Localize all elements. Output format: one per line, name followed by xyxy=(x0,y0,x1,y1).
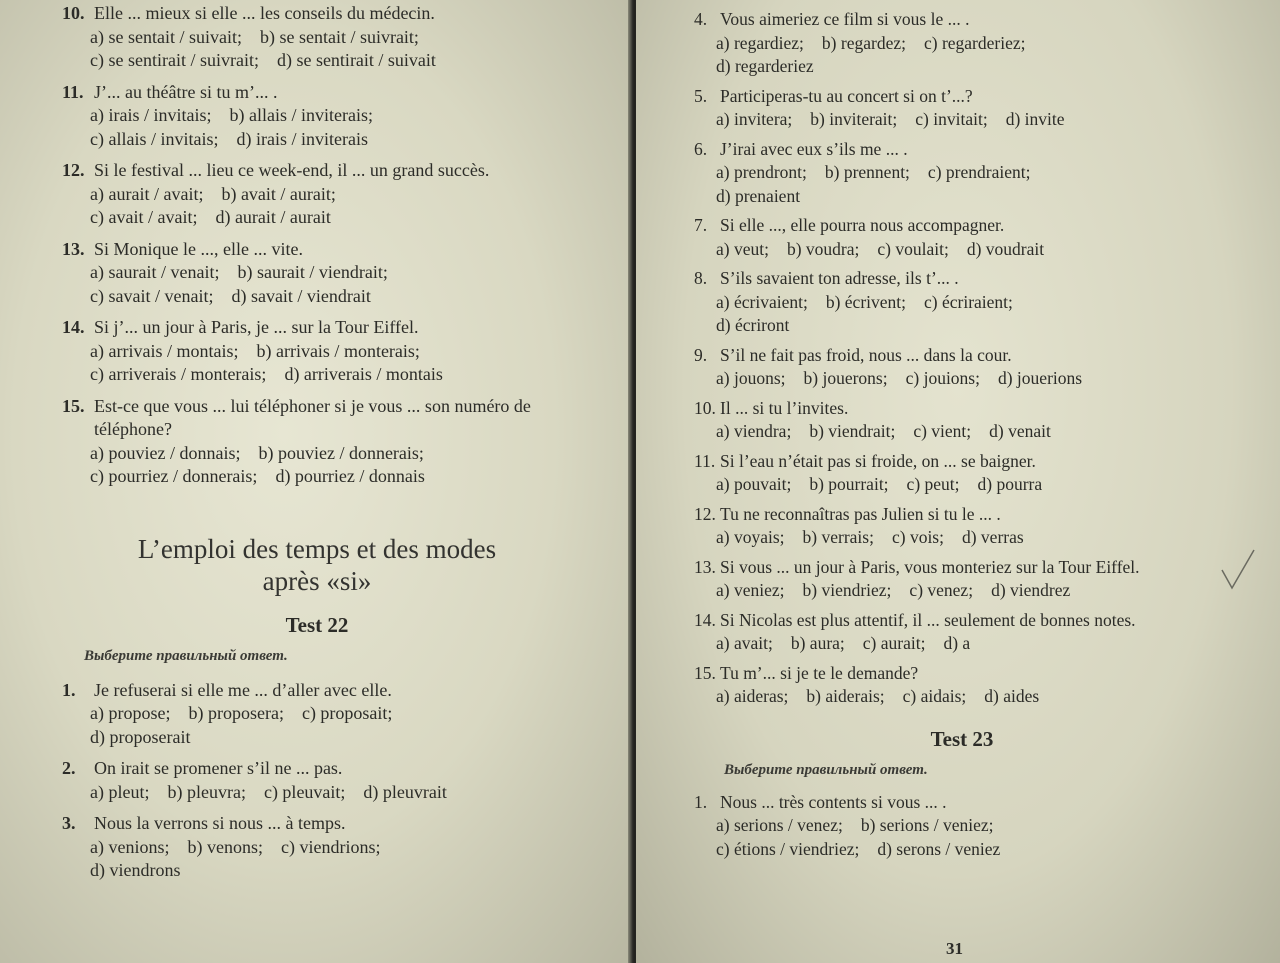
question-text: Tu m’... si je te le demande? xyxy=(720,662,919,683)
answer-option: d) pourra xyxy=(977,474,1043,494)
answer-options-line xyxy=(90,128,592,152)
answer-options xyxy=(694,632,1230,656)
question-text: Si vous ... un jour à Paris, vous monteriez sur la Tour Eiffel. xyxy=(720,556,1140,577)
answer-option: c) aurait; xyxy=(862,633,926,653)
answer-option: b) pouviez / donnerais; xyxy=(258,442,424,463)
question-number: 14. xyxy=(694,609,716,630)
answer-options-line xyxy=(716,32,1230,56)
answer-option: d) irais / inviterais xyxy=(236,128,368,149)
question-head xyxy=(62,395,592,442)
answer-option: c) jouions; xyxy=(905,368,980,388)
question-text: J’... au théâtre si tu m’... . xyxy=(94,81,278,102)
answer-option: a) pleut; xyxy=(90,781,150,802)
question-item xyxy=(694,138,1230,209)
question-item xyxy=(694,662,1230,709)
section-title-line2: après «si» xyxy=(262,565,372,596)
answer-option: c) aidais; xyxy=(902,686,967,706)
question-item xyxy=(694,609,1230,656)
answer-option: b) regardez; xyxy=(821,32,906,53)
question-number: 6. xyxy=(694,138,708,159)
question-item xyxy=(62,238,592,309)
answer-options xyxy=(694,238,1230,262)
question-head xyxy=(694,85,1230,109)
answer-options-line xyxy=(716,367,1230,391)
question-number: 5. xyxy=(694,85,708,106)
answer-option: b) serions / veniez; xyxy=(860,815,994,835)
question-text: Si l’eau n’était pas si froide, on ... se baigner. xyxy=(720,450,1036,471)
answer-option: b) pleuvra; xyxy=(167,781,246,802)
question-number: 13. xyxy=(62,238,85,259)
answer-options xyxy=(694,367,1230,391)
page-number: 31 xyxy=(946,939,963,958)
answer-option: b) pourrait; xyxy=(809,474,889,494)
answer-options xyxy=(694,526,1230,550)
question-head xyxy=(62,316,592,340)
test-22-instruction: Выберите правильный ответ. xyxy=(84,647,288,664)
answer-option: a) prendront; xyxy=(716,162,807,182)
answer-option: d) se sentirait / suivait xyxy=(276,50,436,70)
question-text: Si Nicolas est plus attentif, il ... seulement de bonnes notes. xyxy=(720,609,1136,630)
question-item xyxy=(62,159,592,230)
answer-option: a) jouons; xyxy=(716,368,786,388)
answer-options-line xyxy=(716,161,1230,185)
answer-option: d) écriront xyxy=(716,315,790,335)
answer-option: d) proposerait xyxy=(90,726,191,747)
answer-option: a) aurait / avait; xyxy=(90,183,204,204)
question-number: 4. xyxy=(694,9,708,29)
question-number: 10. xyxy=(694,397,716,418)
answer-option: c) voulait; xyxy=(877,238,949,259)
answer-options-line xyxy=(716,579,1230,603)
answer-option: d) arriverais / montais xyxy=(284,364,443,384)
answer-options xyxy=(694,161,1230,208)
question-text: S’il ne fait pas froid, nous ... dans la cour. xyxy=(720,344,1012,365)
question-number: 9. xyxy=(694,344,708,365)
answer-option: a) invitera; xyxy=(716,109,793,129)
answer-option: d) invite xyxy=(1005,109,1065,129)
answer-option: b) saurait / viendrait; xyxy=(237,262,388,282)
answer-option: b) écrivent; xyxy=(825,291,906,312)
question-item xyxy=(694,791,1230,862)
question-item xyxy=(694,503,1230,550)
question-item xyxy=(62,679,592,750)
answer-options-line xyxy=(90,206,592,230)
answer-options-line xyxy=(716,238,1230,262)
pencil-checkmark-icon xyxy=(1218,548,1258,592)
question-item xyxy=(62,757,592,804)
questions-top-list xyxy=(62,2,592,489)
question-head xyxy=(62,757,592,781)
answer-option: c) peut; xyxy=(906,474,960,494)
answer-option: b) aura; xyxy=(790,633,845,653)
answer-options xyxy=(694,108,1230,132)
question-item xyxy=(694,85,1230,132)
question-head xyxy=(694,138,1230,162)
answer-options-line xyxy=(716,632,1230,656)
answer-option: d) voudrait xyxy=(966,238,1045,259)
answer-options-line xyxy=(90,261,592,285)
answer-options-line xyxy=(90,442,592,466)
question-text: Participeras-tu au concert si on t’...? xyxy=(720,85,973,106)
answer-options xyxy=(62,183,592,230)
question-head xyxy=(694,791,1230,815)
answer-option: c) proposait; xyxy=(301,703,393,723)
answer-option: b) arrivais / monterais; xyxy=(256,340,420,361)
question-item xyxy=(694,397,1230,444)
question-text: Si Monique le ..., elle ... vite. xyxy=(94,238,303,259)
answer-options-line xyxy=(716,420,1230,444)
answer-option: c) vient; xyxy=(913,421,972,441)
test-22-title: Test 22 xyxy=(285,612,349,637)
answer-option: b) allais / inviterais; xyxy=(229,105,373,125)
question-number: 11. xyxy=(694,450,716,471)
question-head xyxy=(62,238,592,262)
question-head xyxy=(694,450,1230,474)
question-head xyxy=(694,267,1230,291)
answer-options-line xyxy=(716,314,1230,338)
answer-options xyxy=(694,579,1230,603)
question-number: 1. xyxy=(694,791,708,812)
question-number: 3. xyxy=(62,813,76,833)
answer-option: c) se sentirait / suivrait; xyxy=(90,50,259,70)
left-page xyxy=(0,0,632,963)
question-item xyxy=(62,316,592,387)
answer-options-line xyxy=(716,685,1230,709)
answer-options xyxy=(694,32,1230,79)
answer-option: b) aiderais; xyxy=(806,686,885,706)
answer-option: a) voyais; xyxy=(716,527,785,547)
question-text: S’ils savaient ton adresse, ils t’... . xyxy=(720,268,959,288)
answer-option: b) proposera; xyxy=(188,703,284,723)
test-23-instruction: Выберите правильный ответ. xyxy=(724,761,928,778)
answer-option: a) propose; xyxy=(90,703,171,723)
answer-option: c) viendrions; xyxy=(280,836,381,857)
answer-option: d) verras xyxy=(961,527,1024,547)
question-text: Je refuserai si elle me ... d’aller avec elle. xyxy=(94,679,392,700)
answer-option: c) regarderiez; xyxy=(923,32,1026,53)
question-item xyxy=(694,556,1230,603)
question-head xyxy=(694,8,1230,32)
answer-option: c) prendraient; xyxy=(927,162,1031,182)
answer-option: c) allais / invitais; xyxy=(90,128,219,149)
answer-options-line xyxy=(90,726,592,750)
question-number: 7. xyxy=(694,215,708,235)
answer-option: b) inviterait; xyxy=(810,109,898,129)
question-head xyxy=(62,159,592,183)
answer-option: c) arriverais / monterais; xyxy=(90,364,267,384)
answer-option: d) aurait / aurait xyxy=(215,207,331,227)
answer-option: a) venions; xyxy=(90,836,170,857)
answer-options-line xyxy=(716,185,1230,209)
question-text: Nous ... très contents si vous ... . xyxy=(720,791,947,812)
answer-options-line xyxy=(716,814,1230,838)
answer-option: c) invitait; xyxy=(915,109,988,129)
section-title-line1: L’emploi des temps et des modes xyxy=(137,533,497,564)
question-item xyxy=(694,214,1230,261)
question-text: Elle ... mieux si elle ... les conseils du médecin. xyxy=(94,3,435,23)
answer-options xyxy=(62,104,592,151)
answer-option: d) viendrons xyxy=(90,860,181,880)
question-number: 10. xyxy=(62,3,85,23)
answer-option: c) pourriez / donnerais; xyxy=(90,466,258,486)
answer-option: b) venons; xyxy=(187,836,263,857)
answer-options-line xyxy=(90,836,592,860)
question-item xyxy=(62,2,592,73)
answer-options xyxy=(694,473,1230,497)
answer-option: b) se sentait / suivrait; xyxy=(259,26,419,47)
answer-option: a) saurait / venait; xyxy=(90,262,220,282)
answer-option: c) avait / avait; xyxy=(90,207,198,227)
answer-option: a) avait; xyxy=(716,633,773,653)
answer-option: a) veut; xyxy=(716,238,769,259)
answer-option: b) voudra; xyxy=(786,238,860,259)
answer-option: b) viendriez; xyxy=(802,580,892,600)
answer-option: d) serons / veniez xyxy=(877,838,1001,859)
answer-option: a) arrivais / montais; xyxy=(90,340,239,361)
question-head xyxy=(694,556,1230,580)
answer-options xyxy=(62,340,592,387)
question-number: 12. xyxy=(694,503,716,524)
answer-option: b) jouerons; xyxy=(803,368,888,388)
answer-option: c) pleuvait; xyxy=(263,781,346,802)
question-head xyxy=(694,662,1230,686)
answer-options-line xyxy=(90,859,592,883)
answer-option: c) venez; xyxy=(909,580,974,600)
question-text: Nous la verrons si nous ... à temps. xyxy=(94,813,346,833)
question-text: J’irai avec eux s’ils me ... . xyxy=(720,138,908,159)
answer-options xyxy=(62,26,592,73)
answer-options xyxy=(694,291,1230,338)
answer-option: b) viendrait; xyxy=(809,421,896,441)
answer-options xyxy=(62,781,592,805)
answer-option: c) écriraient; xyxy=(924,291,1013,312)
answer-option: d) prenaient xyxy=(716,185,801,206)
answer-option: d) pourriez / donnais xyxy=(275,466,425,486)
question-head xyxy=(62,81,592,105)
answer-option: a) écrivaient; xyxy=(716,291,808,312)
answer-options xyxy=(62,261,592,308)
question-head xyxy=(62,812,592,836)
answer-option: d) viendrez xyxy=(991,580,1071,600)
answer-option: a) aideras; xyxy=(716,686,789,706)
question-text: Si le festival ... lieu ce week-end, il ... un grand succès. xyxy=(94,160,490,180)
answer-option: a) serions / venez; xyxy=(716,815,843,835)
answer-options-line xyxy=(90,340,592,364)
answer-options xyxy=(694,420,1230,444)
question-head xyxy=(694,503,1230,527)
answer-options xyxy=(62,442,592,489)
answer-option: c) savait / venait; xyxy=(90,285,214,306)
question-item xyxy=(694,267,1230,338)
questions-test23-list xyxy=(694,791,1230,862)
question-text: On irait se promener s’il ne ... pas. xyxy=(94,758,343,778)
section-title xyxy=(42,533,592,597)
answer-option: d) a xyxy=(943,633,971,653)
answer-option: c) étions / viendriez; xyxy=(716,838,860,859)
question-item xyxy=(62,395,592,489)
answer-option: b) avait / aurait; xyxy=(221,183,336,204)
question-head xyxy=(694,609,1230,633)
answer-options-line xyxy=(716,55,1230,79)
answer-option: d) regarderiez xyxy=(716,56,814,76)
answer-options-line xyxy=(716,838,1230,862)
question-item xyxy=(694,450,1230,497)
answer-options xyxy=(62,702,592,749)
question-number: 15. xyxy=(694,662,716,683)
question-head xyxy=(694,397,1230,421)
question-head xyxy=(62,2,592,26)
answer-option: b) verrais; xyxy=(802,527,874,547)
answer-options-line xyxy=(716,291,1230,315)
answer-option: a) se sentait / suivait; xyxy=(90,26,242,47)
question-number: 15. xyxy=(62,395,85,416)
answer-options-line xyxy=(90,285,592,309)
question-number: 1. xyxy=(62,679,76,700)
question-head xyxy=(694,214,1230,238)
answer-options xyxy=(694,685,1230,709)
answer-options-line xyxy=(90,104,592,128)
answer-options-line xyxy=(90,183,592,207)
questions-right-list xyxy=(694,8,1230,709)
answer-options-line xyxy=(90,781,592,805)
answer-option: a) veniez; xyxy=(716,580,785,600)
answer-option: b) prennent; xyxy=(824,162,910,182)
answer-option: a) regardiez; xyxy=(716,32,804,53)
question-head xyxy=(694,344,1230,368)
question-text: Vous aimeriez ce film si vous le ... . xyxy=(720,9,970,29)
question-text: Il ... si tu l’invites. xyxy=(720,397,849,418)
answer-options xyxy=(694,814,1230,861)
answer-options-line xyxy=(716,473,1230,497)
question-item xyxy=(62,812,592,883)
answer-options-line xyxy=(90,26,592,50)
right-page xyxy=(636,0,1280,963)
answer-option: a) pouviez / donnais; xyxy=(90,442,241,463)
test-23-title: Test 23 xyxy=(930,726,994,751)
question-number: 13. xyxy=(694,556,716,577)
question-text: Est-ce que vous ... lui téléphoner si je vous ... son numéro de téléphone? xyxy=(94,395,531,439)
question-number: 8. xyxy=(694,268,708,288)
answer-option: c) vois; xyxy=(891,527,944,547)
question-item xyxy=(694,344,1230,391)
question-number: 11. xyxy=(62,81,84,102)
question-item xyxy=(62,81,592,152)
question-number: 14. xyxy=(62,317,85,337)
answer-option: d) pleuvrait xyxy=(363,781,447,802)
answer-option: d) venait xyxy=(989,421,1051,441)
question-number: 2. xyxy=(62,758,76,778)
answer-option: d) savait / viendrait xyxy=(231,285,371,306)
question-number: 12. xyxy=(62,160,85,180)
answer-option: d) jouerions xyxy=(997,368,1083,388)
answer-option: a) irais / invitais; xyxy=(90,105,212,125)
answer-options-line xyxy=(90,49,592,73)
questions-bottom-list xyxy=(62,679,592,883)
answer-option: a) viendra; xyxy=(716,421,792,441)
question-head xyxy=(62,679,592,703)
answer-options-line xyxy=(716,108,1230,132)
answer-option: d) aides xyxy=(984,686,1040,706)
answer-options-line xyxy=(90,465,592,489)
question-text: Si j’... un jour à Paris, je ... sur la Tour Eiffel. xyxy=(94,317,419,337)
question-text: Tu ne reconnaîtras pas Julien si tu le ... . xyxy=(720,503,1001,524)
answer-options-line xyxy=(716,526,1230,550)
answer-options xyxy=(62,836,592,883)
question-item xyxy=(694,8,1230,79)
answer-options-line xyxy=(90,363,592,387)
answer-option: a) pouvait; xyxy=(716,474,792,494)
question-text: Si elle ..., elle pourra nous accompagner. xyxy=(720,215,1005,235)
answer-options-line xyxy=(90,702,592,726)
